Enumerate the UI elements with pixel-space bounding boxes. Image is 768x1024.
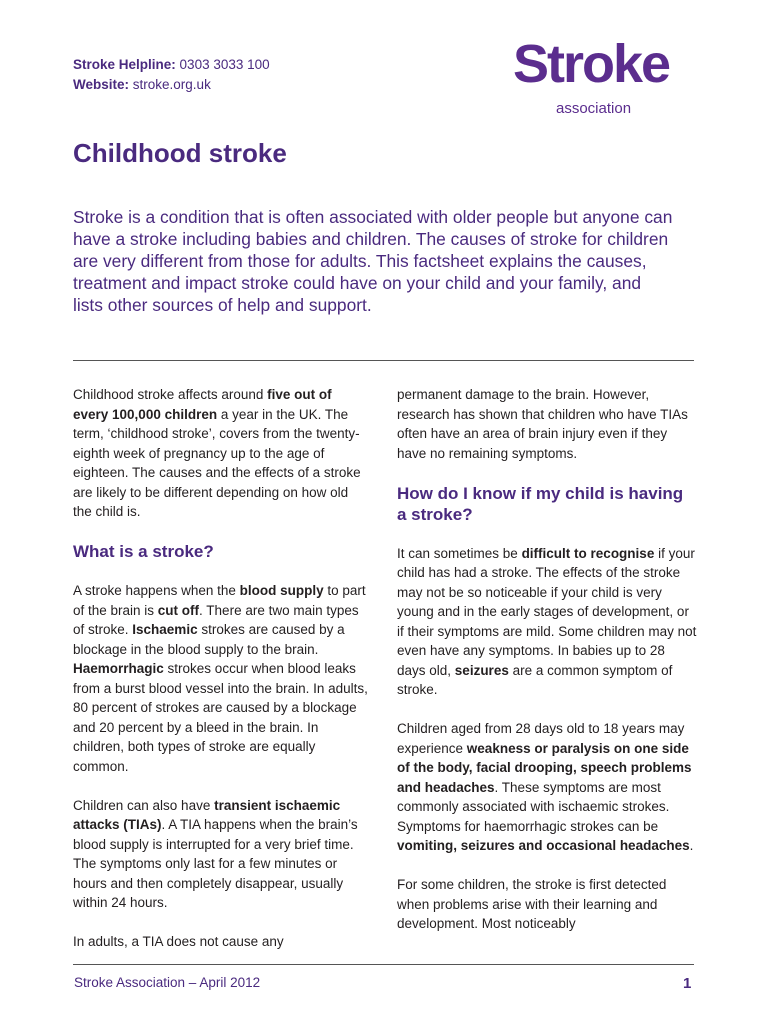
- website-link[interactable]: stroke.org.uk: [132, 76, 211, 92]
- right-paragraph-4: For some children, the stroke is first detected when problems arise with their learning and development. Most noticeably: [397, 877, 667, 931]
- helpline-number[interactable]: 0303 3033 100: [179, 57, 270, 72]
- footer-source: Stroke Association – April 2012: [74, 975, 261, 990]
- bottom-divider: [73, 964, 694, 965]
- website-line: [73, 75, 270, 95]
- logo-graphic: [511, 30, 696, 120]
- right-paragraph-1: permanent damage to the brain. However, research has shown that children who have TIAs often have an area of brain injury even if they have no remaining symptoms.: [397, 387, 688, 461]
- top-divider: [73, 360, 694, 361]
- helpline-label: Stroke Helpline:: [73, 57, 176, 72]
- right-paragraph-2: It can sometimes be difficult to recognise if your child has had a stroke. The effects of the stroke may not be so noticeable if your child is very young and in the early stages of development, or if their symptoms are mild. Some children may not even have any symptoms. In babies up to 28 days old, seizures are a common symptom of stroke.: [397, 545, 697, 697]
- left-paragraph-1: Childhood stroke affects around five out of every 100,000 children a year in the UK. The term, ‘childhood stroke’, covers from the twenty-eighth week of pregnancy up to the age of eighteen. The causes and the effects of a stroke are likely to be different depending on how old the child is.: [73, 387, 361, 519]
- left-paragraph-4: In adults, a TIA does not cause any: [73, 934, 284, 949]
- page-title: Childhood stroke: [73, 138, 287, 168]
- intro-paragraph: Stroke is a condition that is often associated with older people but anyone can have a stroke including babies and children. The causes of stroke for children are very different from those for adults. This factsheet explains the causes, treatment and impact stroke could have on your child and your family, and lists other sources of help and support.: [73, 207, 673, 316]
- left-column: [73, 385, 368, 971]
- heading-what-is-a-stroke: What is a stroke?: [73, 542, 214, 561]
- website-label: Website:: [73, 76, 130, 92]
- right-column: [397, 385, 697, 953]
- left-paragraph-3: Children can also have transient ischaemic attacks (TIAs). A TIA happens when the brain’s blood supply is interrupted for a very brief time. The symptoms only last for a few minutes or hours and then completely disappear, usually within 24 hours.: [73, 797, 358, 910]
- stroke-association-logo: [511, 30, 696, 120]
- helpline-line: [73, 55, 270, 75]
- left-paragraph-2: A stroke happens when the blood supply to part of the brain is cut off. There are two main types of stroke. Ischaemic strokes are caused by a blockage in the blood supply to the brain. Haemorrhagic strokes occur when blood leaks from a burst blood vessel into the brain. In adults, 80 percent of strokes are caused by a blockage and 20 percent by a bleed in the brain. In children, both types of stroke are equally common.: [73, 583, 368, 774]
- logo-word: Stroke: [513, 34, 670, 94]
- heading-how-do-i-know: How do I know if my child is having a stroke?: [397, 483, 684, 524]
- page-number: 1: [683, 975, 692, 992]
- logo-subtitle: association: [556, 100, 632, 117]
- right-paragraph-3: Children aged from 28 days old to 18 years may experience weakness or paralysis on one side of the body, facial drooping, speech problems and headaches. These symptoms are most commonly associated with ischaemic strokes. Symptoms for haemorrhagic strokes can be vomiting, seizures and occasional headaches.: [397, 721, 694, 853]
- helpline-block: [73, 55, 270, 94]
